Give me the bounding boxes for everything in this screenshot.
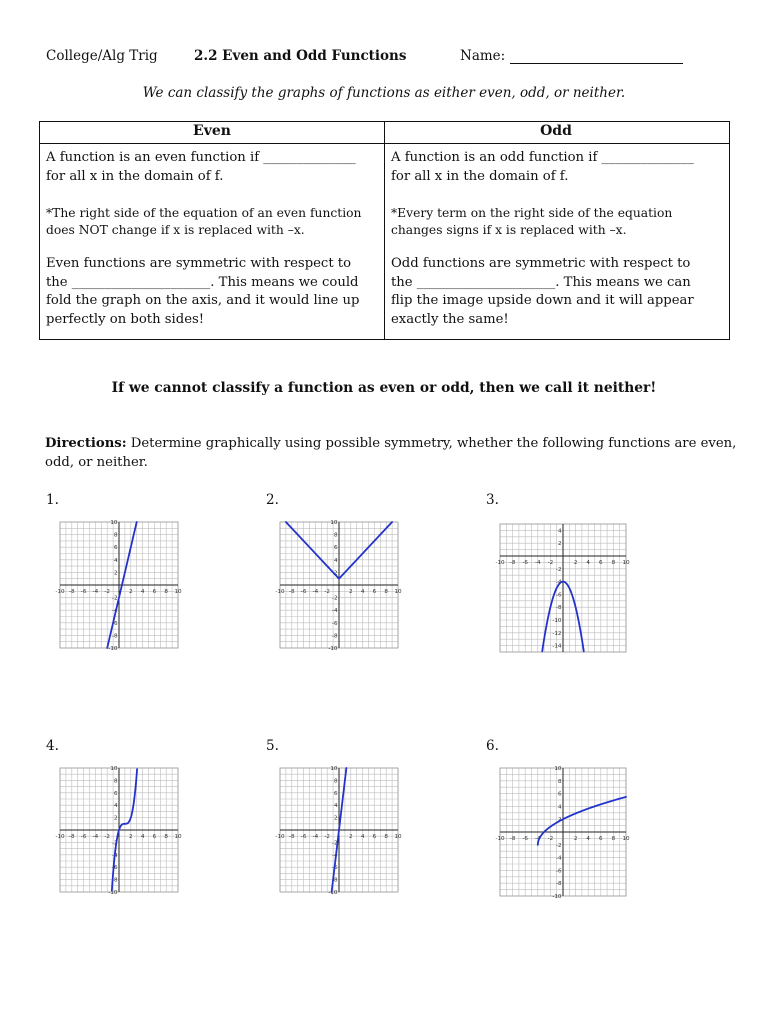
x-tick-label: 10 bbox=[174, 834, 182, 840]
y-tick-label: -2 bbox=[331, 840, 338, 847]
y-tick-label: 10 bbox=[110, 766, 118, 772]
x-tick-label: 6 bbox=[599, 836, 603, 842]
x-tick-label: -4 bbox=[535, 560, 541, 566]
odd-sym-line: exactly the same! bbox=[391, 311, 509, 327]
y-tick-label: -6 bbox=[331, 865, 338, 872]
x-tick-label: -8 bbox=[69, 589, 75, 595]
x-tick-label: 4 bbox=[586, 560, 590, 566]
y-tick-label: -2 bbox=[111, 840, 118, 847]
odd-sym-line: the _____________________. This means we can bbox=[391, 274, 691, 290]
y-tick-label: -10 bbox=[108, 890, 118, 896]
y-tick-label: 4 bbox=[333, 557, 338, 564]
graph-4 bbox=[55, 766, 182, 896]
x-tick-label: -4 bbox=[312, 834, 319, 840]
odd-def-line: A function is an odd function if ______________ bbox=[391, 150, 694, 165]
x-tick-label: 2 bbox=[349, 834, 353, 840]
x-tick-label: 2 bbox=[129, 834, 133, 840]
y-tick-label: -10 bbox=[552, 618, 562, 624]
graph-1 bbox=[55, 520, 182, 652]
problem-number: 6. bbox=[486, 738, 499, 754]
x-tick-label: -6 bbox=[300, 589, 307, 595]
graph-3-plot bbox=[495, 524, 630, 652]
problem-number: 5. bbox=[266, 738, 279, 754]
x-tick-label: -10 bbox=[55, 834, 65, 840]
y-tick-label: -8 bbox=[111, 877, 118, 884]
x-tick-label: 10 bbox=[622, 560, 630, 566]
x-tick-label: -8 bbox=[509, 836, 516, 842]
x-tick-label: 4 bbox=[360, 834, 365, 840]
y-tick-label: 6 bbox=[333, 790, 338, 797]
odd-note bbox=[391, 205, 672, 239]
x-tick-label: 6 bbox=[372, 834, 377, 840]
x-tick-label: 6 bbox=[152, 589, 157, 595]
even-definition bbox=[46, 149, 356, 186]
graph-2-plot bbox=[275, 520, 402, 652]
y-tick-label: -6 bbox=[555, 868, 562, 875]
even-sym-line: Even functions are symmetric with respect to bbox=[46, 256, 352, 271]
x-tick-label: 2 bbox=[129, 589, 133, 595]
table-column-divider bbox=[384, 122, 385, 339]
x-tick-label: -4 bbox=[92, 589, 99, 595]
x-tick-label: -6 bbox=[80, 834, 87, 840]
graph-1-plot bbox=[55, 520, 182, 652]
even-note-line: *The right side of the equation of an even function bbox=[46, 206, 362, 220]
y-tick-label: -6 bbox=[111, 865, 118, 872]
y-tick-label: 4 bbox=[333, 803, 338, 810]
odd-note-line: *Every term on the right side of the equation bbox=[391, 206, 673, 220]
y-tick-label: -6 bbox=[331, 620, 338, 627]
y-tick-label: 2 bbox=[333, 815, 338, 822]
y-tick-label: 4 bbox=[113, 557, 118, 564]
y-tick-label: -4 bbox=[111, 608, 118, 615]
odd-heading: Odd bbox=[540, 123, 572, 139]
x-tick-label: 10 bbox=[394, 589, 402, 595]
odd-def-line: for all x in the domain of f. bbox=[391, 168, 569, 184]
y-tick-label: 4 bbox=[557, 804, 562, 811]
graph-5 bbox=[275, 766, 402, 896]
y-tick-label: -4 bbox=[331, 608, 338, 615]
y-tick-label: -2 bbox=[111, 595, 118, 602]
x-tick-label: -2 bbox=[104, 589, 110, 595]
intro-text: We can classify the graphs of functions as either even, odd, or neither. bbox=[142, 85, 626, 101]
even-symmetry bbox=[46, 255, 359, 329]
directions-label: Directions: bbox=[45, 436, 127, 451]
even-sym-line: fold the graph on the axis, and it would line up bbox=[46, 293, 360, 308]
directions bbox=[45, 434, 745, 472]
even-odd-table bbox=[39, 121, 730, 340]
y-tick-label: 2 bbox=[113, 815, 118, 822]
y-tick-label: -8 bbox=[331, 633, 338, 640]
y-tick-label: 2 bbox=[557, 541, 562, 548]
x-tick-label: -6 bbox=[80, 589, 87, 595]
x-tick-label: 4 bbox=[360, 589, 365, 595]
y-tick-label: -10 bbox=[328, 646, 338, 652]
odd-symmetry bbox=[391, 255, 694, 329]
x-tick-label: 2 bbox=[349, 589, 353, 595]
graph-6 bbox=[495, 766, 630, 900]
x-tick-label: 10 bbox=[394, 834, 402, 840]
x-tick-label: -2 bbox=[547, 836, 554, 842]
y-tick-label: 2 bbox=[113, 570, 118, 577]
x-tick-label: 6 bbox=[372, 589, 377, 595]
x-tick-label: 6 bbox=[152, 834, 157, 840]
x-tick-label: -10 bbox=[275, 589, 285, 595]
y-tick-label: -10 bbox=[108, 646, 118, 652]
y-tick-label: 8 bbox=[557, 778, 562, 785]
odd-definition bbox=[391, 149, 694, 186]
x-tick-label: 8 bbox=[164, 589, 168, 595]
x-tick-label: -8 bbox=[509, 560, 516, 566]
y-tick-label: 10 bbox=[554, 766, 562, 772]
x-tick-label: 8 bbox=[611, 560, 616, 566]
x-tick-label: -8 bbox=[69, 834, 75, 840]
y-tick-label: -4 bbox=[111, 852, 118, 859]
y-tick-label: 6 bbox=[557, 791, 562, 798]
even-note-line: does NOT change if x is replaced with –x. bbox=[46, 223, 305, 237]
x-tick-label: 8 bbox=[384, 834, 388, 840]
graph-6-plot bbox=[495, 766, 630, 900]
even-sym-line: the _____________________. This means we could bbox=[46, 274, 359, 290]
x-tick-label: 8 bbox=[164, 834, 168, 840]
y-tick-label: 10 bbox=[330, 520, 338, 526]
x-tick-label: -2 bbox=[547, 560, 554, 566]
y-tick-label: 2 bbox=[557, 817, 562, 824]
x-tick-label: 4 bbox=[140, 834, 145, 840]
y-tick-label: 8 bbox=[113, 778, 118, 785]
problem-number: 2. bbox=[266, 492, 279, 508]
y-tick-label: 2 bbox=[333, 570, 338, 577]
x-tick-label: 2 bbox=[573, 836, 578, 842]
y-tick-label: -14 bbox=[552, 643, 562, 650]
neither-statement: If we cannot classify a function as even or odd, then we call it neither! bbox=[111, 380, 657, 396]
name-blank-line[interactable] bbox=[510, 63, 683, 64]
x-tick-label: -4 bbox=[92, 834, 99, 840]
x-tick-label: -10 bbox=[55, 589, 65, 595]
even-heading: Even bbox=[193, 123, 231, 139]
x-tick-label: -4 bbox=[535, 836, 541, 842]
even-note bbox=[46, 205, 361, 239]
x-tick-label: -10 bbox=[275, 834, 285, 840]
y-tick-label: 10 bbox=[110, 520, 118, 526]
x-tick-label: 4 bbox=[586, 836, 590, 842]
y-tick-label: 6 bbox=[333, 545, 338, 552]
y-tick-label: 8 bbox=[113, 532, 118, 539]
y-tick-label: -10 bbox=[328, 890, 338, 896]
x-tick-label: 10 bbox=[174, 589, 182, 595]
graph-5-plot bbox=[275, 766, 402, 896]
x-tick-label: -6 bbox=[522, 836, 528, 842]
x-tick-label: -6 bbox=[300, 834, 307, 840]
graph-2 bbox=[275, 520, 402, 652]
y-tick-label: 6 bbox=[113, 790, 118, 797]
y-tick-label: -8 bbox=[555, 881, 562, 888]
even-sym-line: perfectly on both sides! bbox=[46, 311, 205, 327]
directions-text: Determine graphically using possible symmetry, whether the following functions are even, odd, or neither. bbox=[45, 436, 737, 470]
y-tick-label: 8 bbox=[333, 778, 338, 785]
y-tick-label: -4 bbox=[331, 852, 338, 859]
name-label: Name: bbox=[460, 48, 506, 64]
x-tick-label: 8 bbox=[611, 836, 616, 842]
x-tick-label: -6 bbox=[522, 560, 528, 566]
x-tick-label: -10 bbox=[495, 836, 505, 842]
odd-sym-line: Odd functions are symmetric with respect to bbox=[391, 256, 691, 271]
x-tick-label: -2 bbox=[324, 834, 330, 840]
y-tick-label: -4 bbox=[555, 855, 562, 862]
x-tick-label: -10 bbox=[495, 560, 505, 566]
graph-3 bbox=[495, 524, 630, 652]
course-label: College/Alg Trig bbox=[46, 48, 158, 64]
x-tick-label: 10 bbox=[622, 836, 630, 842]
problem-number: 3. bbox=[486, 492, 499, 508]
x-tick-label: -8 bbox=[289, 834, 295, 840]
x-tick-label: -2 bbox=[104, 834, 110, 840]
y-tick-label: -2 bbox=[555, 842, 562, 849]
even-def-line: A function is an even function if ______________ bbox=[46, 150, 356, 165]
y-tick-label: 4 bbox=[557, 528, 562, 535]
y-tick-label: -8 bbox=[111, 633, 118, 640]
odd-note-line: changes signs if x is replaced with –x. bbox=[391, 223, 627, 237]
problem-number: 1. bbox=[46, 492, 59, 508]
y-tick-label: -6 bbox=[555, 592, 562, 599]
x-tick-label: 8 bbox=[384, 589, 388, 595]
y-tick-label: -8 bbox=[331, 877, 338, 884]
y-tick-label: -4 bbox=[555, 579, 562, 586]
graph-4-plot bbox=[55, 766, 182, 896]
y-tick-label: -12 bbox=[552, 630, 562, 637]
x-tick-label: 6 bbox=[599, 560, 603, 566]
problem-number: 4. bbox=[46, 738, 59, 754]
x-tick-label: 2 bbox=[573, 560, 578, 566]
even-def-line: for all x in the domain of f. bbox=[46, 168, 224, 184]
x-tick-label: -8 bbox=[289, 589, 295, 595]
y-tick-label: -2 bbox=[331, 595, 338, 602]
y-tick-label: -2 bbox=[555, 566, 562, 573]
x-tick-label: -2 bbox=[324, 589, 330, 595]
y-tick-label: 8 bbox=[333, 532, 338, 539]
worksheet-title: 2.2 Even and Odd Functions bbox=[194, 48, 407, 64]
x-tick-label: 4 bbox=[140, 589, 145, 595]
y-tick-label: 10 bbox=[330, 766, 338, 772]
y-tick-label: 6 bbox=[113, 545, 118, 552]
y-tick-label: -10 bbox=[552, 894, 562, 900]
y-tick-label: 4 bbox=[113, 803, 118, 810]
x-tick-label: -4 bbox=[312, 589, 319, 595]
odd-sym-line: flip the image upside down and it will appear bbox=[391, 293, 694, 308]
y-tick-label: -8 bbox=[555, 605, 562, 612]
y-tick-label: -6 bbox=[111, 620, 118, 627]
